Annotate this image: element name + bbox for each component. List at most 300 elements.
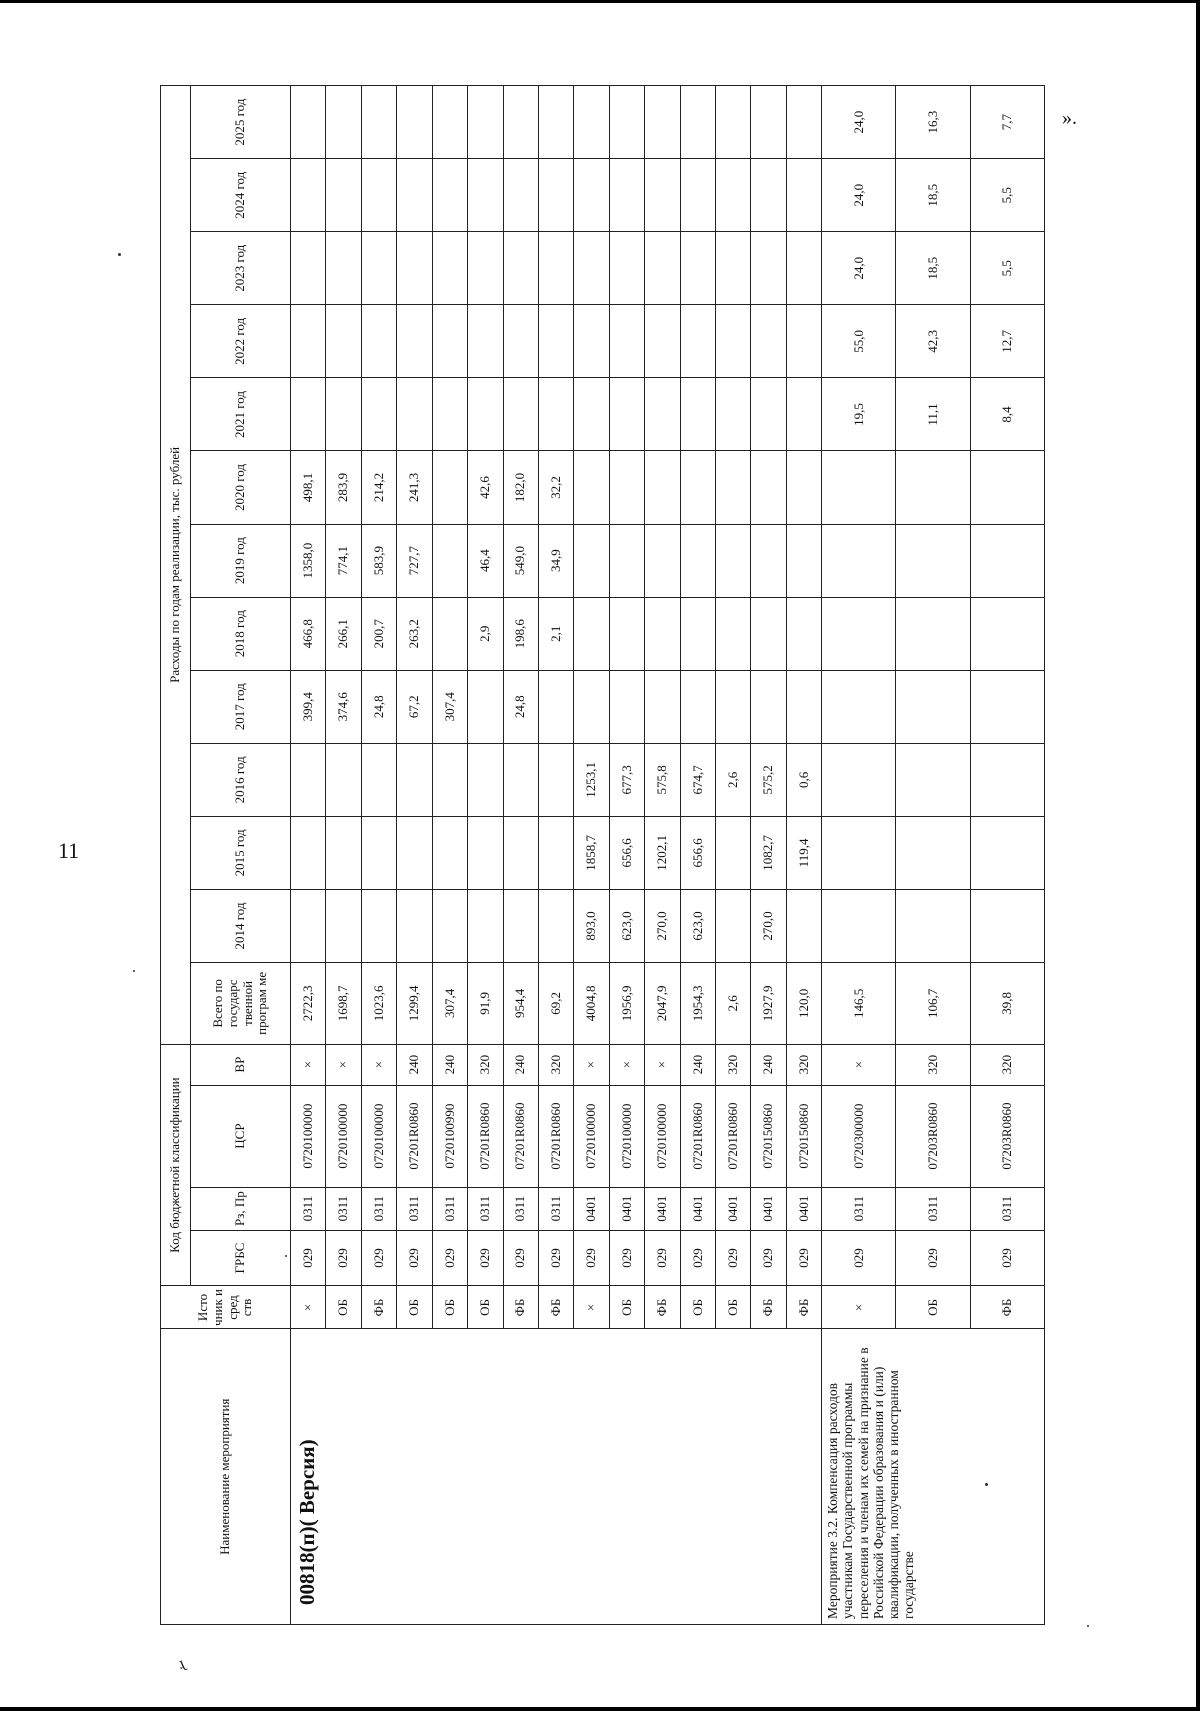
cell-year-value [538, 86, 573, 159]
cell-year-value [468, 159, 503, 232]
cell-year-value [609, 597, 644, 670]
cell-year-value [645, 86, 680, 159]
cell-year-value: 623,0 [680, 889, 715, 962]
cell-year-value: 200,7 [361, 597, 396, 670]
cell-rzpr: 0401 [716, 1187, 751, 1230]
cell-csr: 07201R0860 [468, 1085, 503, 1187]
cell-year-value [751, 670, 786, 743]
cell-total: 4004,8 [574, 963, 609, 1045]
cell-year-value [397, 743, 432, 816]
cell-source: ОБ [432, 1286, 467, 1329]
cell-year-value [361, 305, 396, 378]
cell-year-value: 32,2 [538, 451, 573, 524]
scan-mark: ʵ [173, 1652, 192, 1681]
cell-year-value [291, 86, 326, 159]
cell-year-value [645, 670, 680, 743]
cell-year-value [751, 597, 786, 670]
cell-vr: 320 [896, 1044, 970, 1085]
cell-csr: 0720100000 [645, 1085, 680, 1187]
cell-grbs: 029 [291, 1230, 326, 1286]
cell-rzpr: 0401 [680, 1187, 715, 1230]
cell-year-value: 0,6 [786, 743, 821, 816]
cell-year-value [716, 378, 751, 451]
cell-vr: × [326, 1044, 361, 1085]
cell-source: × [822, 1286, 896, 1329]
cell-vr: 240 [397, 1044, 432, 1085]
cell-year-value [751, 159, 786, 232]
cell-year-value [896, 597, 970, 670]
cell-year-value: 7,7 [970, 86, 1044, 159]
cell-year-value: 5,5 [970, 159, 1044, 232]
cell-total: 39,8 [970, 963, 1044, 1045]
cell-year-value [468, 670, 503, 743]
cell-vr: 320 [716, 1044, 751, 1085]
cell-grbs: 029 [397, 1230, 432, 1286]
cell-year-value: 656,6 [609, 816, 644, 889]
cell-year-value: 677,3 [609, 743, 644, 816]
cell-year-value [326, 86, 361, 159]
header-budget-code: Код бюджетной классификации [161, 1044, 191, 1286]
cell-vr: × [291, 1044, 326, 1085]
header-total: Всего по государс твенной програм ме [191, 963, 291, 1045]
cell-year-value: 24,8 [503, 670, 538, 743]
cell-year-value: 18,5 [896, 159, 970, 232]
cell-year-value [645, 159, 680, 232]
cell-year-value [574, 378, 609, 451]
table-row [291, 86, 326, 1625]
cell-year-value [786, 597, 821, 670]
cell-grbs: 029 [751, 1230, 786, 1286]
cell-csr: 0720100990 [432, 1085, 467, 1187]
cell-rzpr: 0311 [361, 1187, 396, 1230]
cell-year-value [716, 159, 751, 232]
cell-source: ОБ [716, 1286, 751, 1329]
cell-year-value: 893,0 [574, 889, 609, 962]
cell-year-value [361, 816, 396, 889]
scan-speck [285, 1255, 287, 1257]
cell-year-value [716, 889, 751, 962]
cell-year-value: 2,1 [538, 597, 573, 670]
cell-year-value [432, 451, 467, 524]
cell-year-value [503, 305, 538, 378]
cell-year-value [609, 305, 644, 378]
cell-year-value [432, 378, 467, 451]
cell-year-value [716, 451, 751, 524]
cell-grbs: 029 [716, 1230, 751, 1286]
cell-year-value [503, 816, 538, 889]
cell-vr: × [645, 1044, 680, 1085]
cell-year-value [397, 86, 432, 159]
cell-grbs: 029 [574, 1230, 609, 1286]
cell-year-value [468, 816, 503, 889]
cell-year-value [609, 232, 644, 305]
cell-year-value: 214,2 [361, 451, 396, 524]
cell-year-value [645, 597, 680, 670]
cell-year-value [786, 670, 821, 743]
cell-year-value [751, 378, 786, 451]
cell-year-value: 623,0 [609, 889, 644, 962]
cell-source: × [574, 1286, 609, 1329]
cell-total: 2047,9 [645, 963, 680, 1045]
cell-year-value [786, 889, 821, 962]
cell-grbs: 029 [645, 1230, 680, 1286]
cell-year-value [291, 743, 326, 816]
cell-year-value [716, 670, 751, 743]
cell-year-value: 575,2 [751, 743, 786, 816]
header-year: 2024 год [191, 159, 291, 232]
cell-vr: × [609, 1044, 644, 1085]
cell-source: ОБ [326, 1286, 361, 1329]
cell-year-value: 119,4 [786, 816, 821, 889]
cell-total: 69,2 [538, 963, 573, 1045]
cell-year-value [432, 232, 467, 305]
cell-grbs: 029 [970, 1230, 1044, 1286]
cell-source: ОБ [468, 1286, 503, 1329]
cell-grbs: 029 [361, 1230, 396, 1286]
cell-year-value [432, 816, 467, 889]
cell-source: ФБ [361, 1286, 396, 1329]
cell-csr: 07201R0860 [538, 1085, 573, 1187]
cell-source: ФБ [503, 1286, 538, 1329]
header-year: 2014 год [191, 889, 291, 962]
cell-year-value [716, 86, 751, 159]
cell-year-value [751, 524, 786, 597]
cell-year-value [291, 816, 326, 889]
rotated-table-wrapper [160, 85, 1045, 1625]
cell-source: ФБ [970, 1286, 1044, 1329]
cell-rzpr: 0401 [609, 1187, 644, 1230]
cell-year-value: 674,7 [680, 743, 715, 816]
cell-year-value: 283,9 [326, 451, 361, 524]
cell-rzpr: 0401 [786, 1187, 821, 1230]
page-number: 11 [58, 838, 80, 863]
cell-year-value [574, 305, 609, 378]
cell-year-value: 656,6 [680, 816, 715, 889]
cell-grbs: 029 [503, 1230, 538, 1286]
cell-total: 1299,4 [397, 963, 432, 1045]
cell-year-value [432, 305, 467, 378]
cell-year-value [503, 86, 538, 159]
cell-year-value [970, 524, 1044, 597]
cell-year-value: 307,4 [432, 670, 467, 743]
cell-year-value: 498,1 [291, 451, 326, 524]
cell-vr: × [822, 1044, 896, 1085]
cell-year-value [786, 86, 821, 159]
cell-year-value [326, 159, 361, 232]
cell-year-value: 583,9 [361, 524, 396, 597]
cell-year-value [503, 889, 538, 962]
cell-year-value: 2,9 [468, 597, 503, 670]
cell-year-value [291, 378, 326, 451]
header-year: 2025 год [191, 86, 291, 159]
cell-year-value [609, 86, 644, 159]
cell-year-value [468, 232, 503, 305]
expenses-table [160, 85, 1045, 1625]
cell-year-value [361, 159, 396, 232]
cell-year-value [970, 597, 1044, 670]
cell-vr: 240 [432, 1044, 467, 1085]
cell-year-value: 42,6 [468, 451, 503, 524]
cell-rzpr: 0311 [397, 1187, 432, 1230]
cell-year-value: 16,3 [896, 86, 970, 159]
table-row [822, 86, 896, 1625]
cell-year-value [432, 597, 467, 670]
cell-grbs: 029 [609, 1230, 644, 1286]
document-code: 00818(п)( Версия) [295, 1439, 319, 1605]
cell-year-value [291, 889, 326, 962]
scan-bottom-edge [0, 1707, 1200, 1711]
cell-total: 2722,3 [291, 963, 326, 1045]
cell-grbs: 029 [896, 1230, 970, 1286]
cell-csr: 07201R0860 [397, 1085, 432, 1187]
cell-year-value [468, 305, 503, 378]
cell-year-value [326, 305, 361, 378]
cell-year-value: 46,4 [468, 524, 503, 597]
cell-year-value [716, 524, 751, 597]
cell-year-value [609, 524, 644, 597]
cell-year-value [503, 159, 538, 232]
cell-total: 91,9 [468, 963, 503, 1045]
cell-vr: × [574, 1044, 609, 1085]
cell-year-value: 241,3 [397, 451, 432, 524]
cell-year-value [538, 378, 573, 451]
cell-year-value [291, 232, 326, 305]
cell-year-value [786, 378, 821, 451]
cell-year-value [645, 305, 680, 378]
cell-rzpr: 0401 [574, 1187, 609, 1230]
cell-year-value [432, 524, 467, 597]
cell-total: 1956,9 [609, 963, 644, 1045]
cell-year-value [326, 816, 361, 889]
cell-year-value [538, 670, 573, 743]
cell-rzpr: 0311 [468, 1187, 503, 1230]
cell-year-value: 1253,1 [574, 743, 609, 816]
cell-year-value [432, 86, 467, 159]
cell-year-value [468, 889, 503, 962]
cell-year-value [680, 159, 715, 232]
cell-year-value [397, 232, 432, 305]
cell-year-value: 24,0 [822, 86, 896, 159]
cell-year-value [786, 232, 821, 305]
cell-year-value: 1202,1 [645, 816, 680, 889]
cell-vr: × [361, 1044, 396, 1085]
cell-year-value [609, 670, 644, 743]
cell-year-value [291, 305, 326, 378]
header-year: 2021 год [191, 378, 291, 451]
cell-year-value: 1082,7 [751, 816, 786, 889]
cell-year-value: 182,0 [503, 451, 538, 524]
cell-year-value [896, 816, 970, 889]
cell-year-value [751, 305, 786, 378]
cell-year-value: 55,0 [822, 305, 896, 378]
cell-rzpr: 0311 [503, 1187, 538, 1230]
cell-grbs: 029 [680, 1230, 715, 1286]
cell-year-value [361, 743, 396, 816]
cell-year-value: 8,4 [970, 378, 1044, 451]
cell-rzpr: 0311 [822, 1187, 896, 1230]
cell-csr: 0720150860 [751, 1085, 786, 1187]
cell-source: ФБ [538, 1286, 573, 1329]
cell-source: ОБ [609, 1286, 644, 1329]
cell-year-value [574, 451, 609, 524]
cell-year-value [822, 743, 896, 816]
header-year: 2016 год [191, 743, 291, 816]
cell-year-value: 374,6 [326, 670, 361, 743]
cell-csr: 0720300000 [822, 1085, 896, 1187]
cell-vr: 240 [680, 1044, 715, 1085]
cell-vr: 240 [751, 1044, 786, 1085]
cell-year-value [326, 232, 361, 305]
scan-top-edge [0, 0, 1200, 3]
cell-rzpr: 0311 [326, 1187, 361, 1230]
cell-year-value: 2,6 [716, 743, 751, 816]
header-year: 2018 год [191, 597, 291, 670]
cell-year-value [680, 524, 715, 597]
scan-speck [133, 970, 135, 972]
cell-source: ФБ [751, 1286, 786, 1329]
header-csr: ЦСР [191, 1085, 291, 1187]
cell-year-value: 24,8 [361, 670, 396, 743]
cell-csr: 07201R0860 [716, 1085, 751, 1187]
cell-year-value: 1358,0 [291, 524, 326, 597]
measure-name: Мероприятие 3.2. Компенсация расходов участникам Государственной программы переселения и членам их семей на признание в Российской Федерации образования и (или) квалификации, полученных в иностранном государстве [822, 1329, 1045, 1625]
cell-grbs: 029 [786, 1230, 821, 1286]
cell-year-value: 399,4 [291, 670, 326, 743]
cell-year-value: 727,7 [397, 524, 432, 597]
cell-year-value: 42,3 [896, 305, 970, 378]
cell-year-value: 19,5 [822, 378, 896, 451]
cell-year-value [645, 451, 680, 524]
cell-rzpr: 0311 [538, 1187, 573, 1230]
cell-year-value [397, 816, 432, 889]
cell-year-value [574, 670, 609, 743]
cell-year-value: 1858,7 [574, 816, 609, 889]
header-year: 2019 год [191, 524, 291, 597]
cell-year-value [786, 451, 821, 524]
cell-year-value [574, 86, 609, 159]
cell-year-value [786, 524, 821, 597]
cell-year-value [751, 86, 786, 159]
cell-year-value [397, 889, 432, 962]
cell-csr: 07201R0860 [680, 1085, 715, 1187]
cell-csr: 0720100000 [361, 1085, 396, 1187]
header-source: Исто чник и сред ств [161, 1286, 291, 1329]
cell-year-value [680, 670, 715, 743]
cell-year-value: 18,5 [896, 232, 970, 305]
cell-total: 307,4 [432, 963, 467, 1045]
cell-total: 1698,7 [326, 963, 361, 1045]
cell-year-value [609, 159, 644, 232]
cell-year-value: 24,0 [822, 159, 896, 232]
cell-year-value [361, 232, 396, 305]
cell-year-value [574, 232, 609, 305]
cell-csr: 0720100000 [326, 1085, 361, 1187]
cell-year-value: 263,2 [397, 597, 432, 670]
cell-year-value: 466,8 [291, 597, 326, 670]
cell-year-value [326, 743, 361, 816]
cell-year-value [538, 816, 573, 889]
cell-grbs: 029 [432, 1230, 467, 1286]
cell-rzpr: 0311 [291, 1187, 326, 1230]
cell-csr: 0720100000 [609, 1085, 644, 1187]
cell-rzpr: 0401 [751, 1187, 786, 1230]
scan-speck [1087, 1625, 1089, 1627]
header-year: 2015 год [191, 816, 291, 889]
cell-year-value [896, 889, 970, 962]
cell-year-value: 12,7 [970, 305, 1044, 378]
cell-year-value [970, 743, 1044, 816]
cell-year-value [970, 451, 1044, 524]
scan-right-edge [1196, 0, 1200, 1711]
cell-year-value [970, 670, 1044, 743]
cell-year-value: 34,9 [538, 524, 573, 597]
cell-year-value [361, 86, 396, 159]
cell-year-value [680, 378, 715, 451]
cell-rzpr: 0311 [432, 1187, 467, 1230]
cell-year-value [822, 889, 896, 962]
cell-year-value [970, 816, 1044, 889]
cell-year-value [574, 159, 609, 232]
cell-total: 1954,3 [680, 963, 715, 1045]
cell-csr: 0720100000 [574, 1085, 609, 1187]
cell-year-value [468, 378, 503, 451]
cell-year-value: 24,0 [822, 232, 896, 305]
closing-quote: ». [1062, 107, 1077, 129]
cell-source: × [291, 1286, 326, 1329]
cell-total: 120,0 [786, 963, 821, 1045]
cell-year-value [896, 524, 970, 597]
cell-year-value [822, 524, 896, 597]
header-expenses: Расходы по годам реализации, тыс. рублей [161, 86, 191, 1045]
cell-year-value [822, 816, 896, 889]
cell-grbs: 029 [538, 1230, 573, 1286]
cell-year-value [822, 670, 896, 743]
cell-year-value [538, 232, 573, 305]
cell-year-value [896, 743, 970, 816]
cell-year-value [680, 86, 715, 159]
header-name: Наименование мероприятия [161, 1329, 291, 1625]
cell-rzpr: 0311 [970, 1187, 1044, 1230]
cell-csr: 07201R0860 [503, 1085, 538, 1187]
cell-year-value [680, 597, 715, 670]
cell-year-value [716, 305, 751, 378]
cell-year-value [751, 451, 786, 524]
cell-year-value [645, 378, 680, 451]
scan-speck [118, 253, 121, 256]
cell-total: 2,6 [716, 963, 751, 1045]
cell-total: 106,7 [896, 963, 970, 1045]
cell-vr: 320 [538, 1044, 573, 1085]
cell-year-value [326, 378, 361, 451]
cell-year-value [574, 524, 609, 597]
cell-year-value [468, 743, 503, 816]
cell-year-value: 67,2 [397, 670, 432, 743]
cell-grbs: 029 [822, 1230, 896, 1286]
cell-vr: 320 [468, 1044, 503, 1085]
cell-year-value [397, 378, 432, 451]
cell-year-value [503, 378, 538, 451]
cell-year-value [538, 159, 573, 232]
cell-year-value: 270,0 [645, 889, 680, 962]
cell-year-value [538, 305, 573, 378]
cell-year-value [680, 451, 715, 524]
header-year: 2022 год [191, 305, 291, 378]
cell-year-value [896, 670, 970, 743]
cell-year-value [538, 743, 573, 816]
cell-year-value [468, 86, 503, 159]
header-year: 2020 год [191, 451, 291, 524]
header-rzpr: Рз, Пр [191, 1187, 291, 1230]
